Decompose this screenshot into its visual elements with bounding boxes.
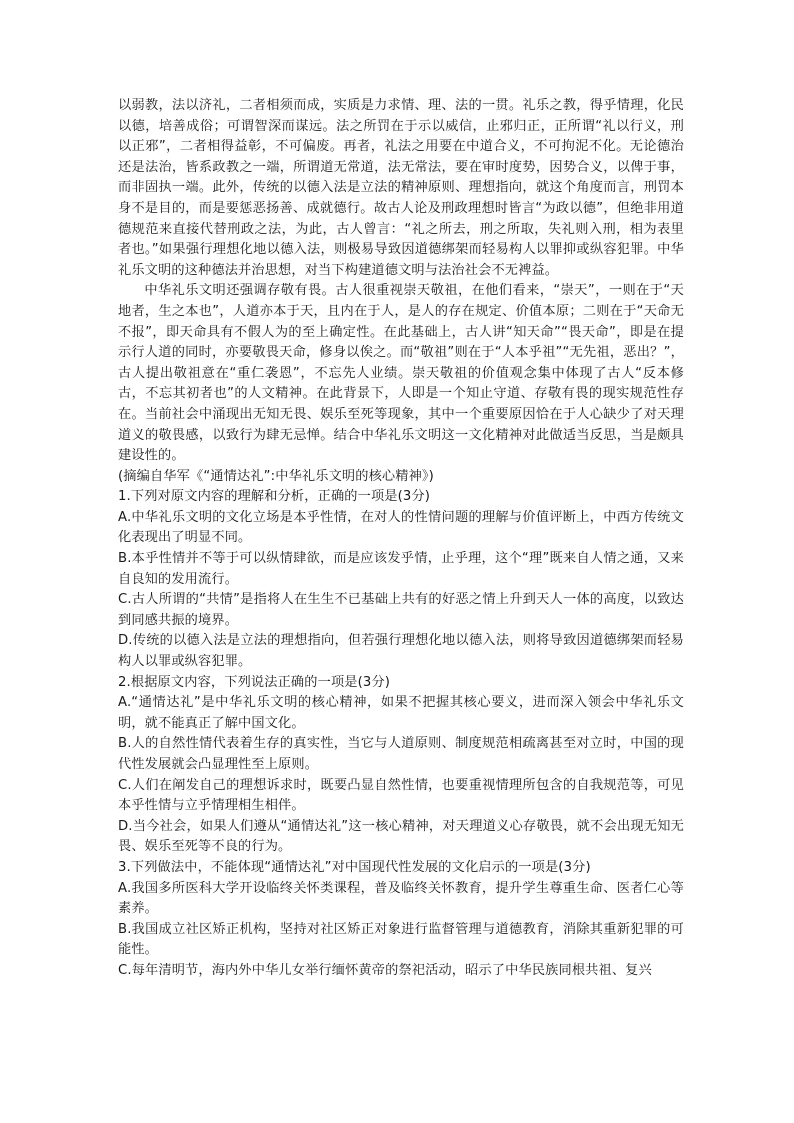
option-d: D.当今社会，如果人们遵从“通情达礼”这一核心精神，对天理道义心存敬畏，就不会出现无知无畏、娱乐至死等不良的行为。 xyxy=(118,818,684,855)
question-stem: 1.下列对原文内容的理解和分析，正确的一项是(3分) xyxy=(118,489,431,505)
option-b: B.人的自然性情代表着生存的真实性，当它与人道原则、制度规范相疏离甚至对立时，中国的现代性发展就会凸显理性至上原则。 xyxy=(118,736,684,772)
option-a: A.中华礼乐文明的文化立场是本乎性情，在对人的性情问题的理解与价值评断上，中西方传统文化表现出了明显不同。 xyxy=(118,509,684,546)
option-a: A.“通情达礼”是中华礼乐文明的核心精神，如果不把握其核心要义，进而深入领会中华礼乐文明，就不能真正了解中国文化。 xyxy=(118,695,684,731)
paragraph-1: 以弱教，法以济礼，二者相须而成，实质是力求情、理、法的一贯。礼乐之教，得乎情理，化民以德，培善成俗；可谓智深而谋远。法之所罚在于示以威信，止邪归正，正所谓“礼以行义，刑以正邪”，二者相得益彰，不可偏废。再者，礼法之用要在中道合义，不可拘泥不化。无论德治还是法治，皆系政教之一端，所谓道无常道，法无常法，要在审时度势，因势合义，以俾于事，而非固执一端。此外，传统的以德入法是立法的精神原则、理想指向，就这个角度而言，刑罚本身不是目的，而是要惩恶扬善、成就德行。故古人论及刑政理想时皆言“为政以德”，但绝非用道德规范来直接代替刑政之法，为此，古人曾言：“礼之所去，刑之所取，失礼则入刑，相为表里者也。”如果强行理想化地以德入法，则极易导致因道德绑架而轻易构人以罪抑或纵容犯罪。中华礼乐文明的这种德法并治思想，对当下构建道德文明与法治社会不无裨益。 xyxy=(118,98,684,278)
question-1 xyxy=(118,487,684,672)
option-c: C.人们在阐发自己的理想诉求时，既要凸显自然性情，也要重视情理所包含的自我规范等，可见本乎性情与立乎情理相生相伴。 xyxy=(118,777,684,814)
question-3 xyxy=(118,858,684,982)
paragraph-2: 中华礼乐文明还强调存敬有畏。古人很重视崇天敬祖，在他们看来，“崇天”，一则在于“天地者，生之本也”，人道亦本于天，且内在于人，是人的存在规定、价值本原；二则在于“天命无不报”，即天命具有不假人为的至上确定性。在此基础上，古人讲“知天命”“畏天命”，即是在提示行人道的同时，亦要敬畏天命，修身以俟之。而“敬祖”则在于“人本乎祖”“无先祖，恶出？”，古人提出敬祖意在“重仁袭恩”，不忘先人业绩。崇天敬祖的价值观念集中体现了古人“反本修古，不忘其初者也”的人文精神。在此背景下，人即是一个知止守道、存敬有畏的现实规范性存在。当前社会中涌现出无知无畏、娱乐至死等现象，其中一个重要原因恰在于人心缺少了对天理道义的敬畏感，以致行为肆无忌惮。结合中华礼乐文明这一文化精神对此做适当反思，当是颇具建设性的。 xyxy=(118,283,684,464)
option-d: D.传统的以德入法是立法的理想指向，但若强行理想化地以德入法，则将导致因道德绑架而轻易构人以罪或纵容犯罪。 xyxy=(118,633,684,670)
option-b: B.我国成立社区矫正机构，坚持对社区矫正对象进行监督管理与道德教育，消除其重新犯罪的可能性。 xyxy=(118,921,684,958)
question-stem: 3.下列做法中，不能体现“通情达礼”对中国现代性发展的文化启示的一项是(3分) xyxy=(118,859,591,875)
document-page xyxy=(118,96,684,982)
source-citation: (摘编自华军《“通情达礼”:中华礼乐文明的核心精神》) xyxy=(118,468,434,484)
option-a: A.我国多所医科大学开设临终关怀类课程，普及临终关怀教育，提升学生尊重生命、医者仁心等素养。 xyxy=(118,880,684,917)
question-stem: 2.根据原文内容，下列说法正确的一项是(3分) xyxy=(118,674,391,690)
option-c: C.古人所谓的“共情”是指将人在生生不已基础上共有的好恶之情上升到天人一体的高度，以致达到同感共振的境界。 xyxy=(118,592,684,628)
question-2 xyxy=(118,673,684,858)
option-c: C.每年清明节，海内外中华儿女举行缅怀黄帝的祭祀活动，昭示了中华民族同根共祖、复兴 xyxy=(118,962,652,978)
option-b: B.本乎性情并不等于可以纵情肆欲，而是应该发乎情，止乎理，这个“理”既来自人情之通，又来自良知的发用流行。 xyxy=(118,551,684,587)
